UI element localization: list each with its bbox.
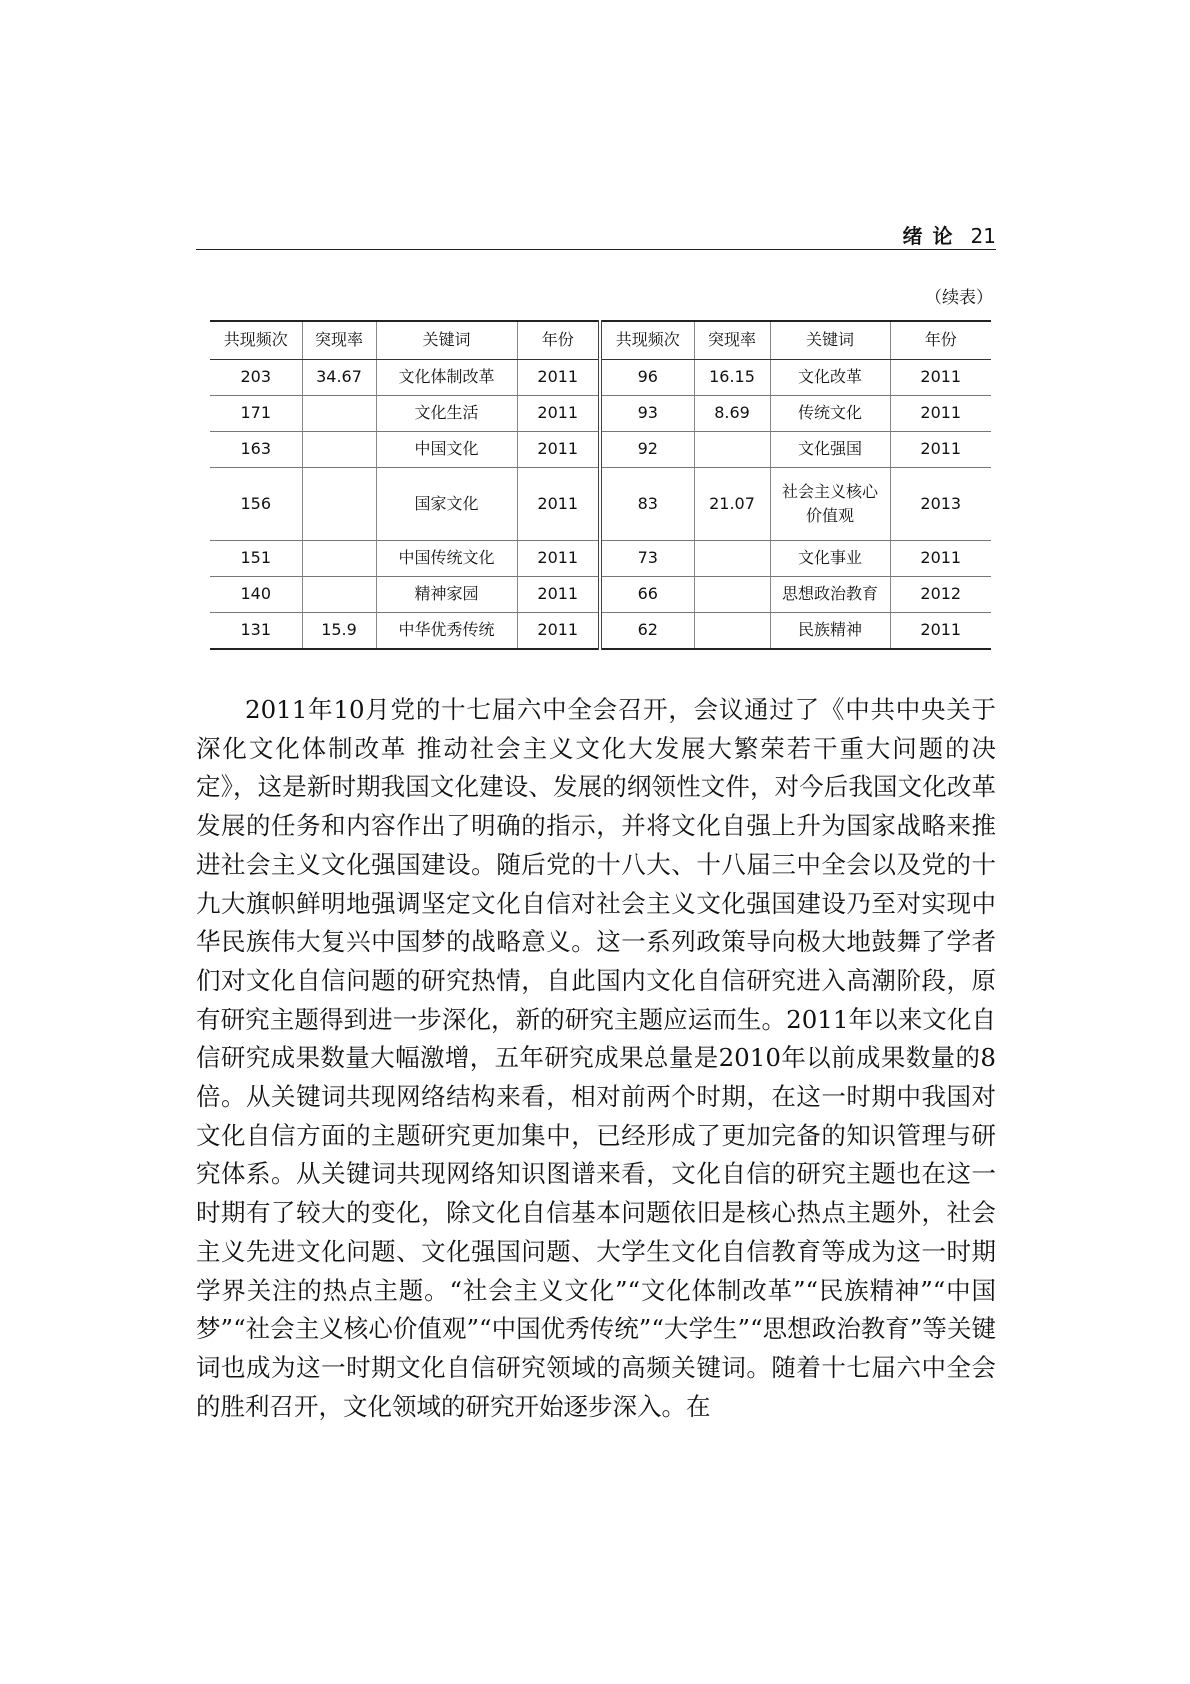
table-cell: 66	[600, 576, 694, 612]
table-cell: 2011	[517, 431, 600, 467]
table-cell	[302, 431, 376, 467]
table-cell: 16.15	[694, 359, 770, 395]
table-cell	[694, 431, 770, 467]
table-cell	[302, 540, 376, 576]
table-cell: 民族精神	[770, 612, 890, 649]
table-cell: 文化生活	[376, 395, 517, 431]
table-cell: 8.69	[694, 395, 770, 431]
table-cell: 国家文化	[376, 467, 517, 540]
column-header: 突现率	[694, 321, 770, 359]
table-row	[210, 467, 991, 540]
chapter-title: 绪论	[902, 224, 963, 248]
table-cell	[770, 467, 890, 540]
table-cell: 2012	[890, 576, 991, 612]
table-cell: 2011	[890, 395, 991, 431]
column-header: 关键词	[376, 321, 517, 359]
table-cell: 34.67	[302, 359, 376, 395]
table-continuation-label: （续表）	[925, 288, 993, 308]
table-cell: 中国文化	[376, 431, 517, 467]
table-cell: 2011	[517, 576, 600, 612]
table-row	[210, 431, 991, 467]
table-cell: 156	[210, 467, 302, 540]
table-row	[210, 395, 991, 431]
table-cell: 2011	[890, 359, 991, 395]
table-cell: 2011	[890, 540, 991, 576]
table-cell: 2013	[890, 467, 991, 540]
column-header: 关键词	[770, 321, 890, 359]
table-cell: 2011	[517, 395, 600, 431]
table-row	[210, 612, 991, 649]
table-cell: 2011	[517, 540, 600, 576]
table-cell: 62	[600, 612, 694, 649]
table-cell: 2011	[890, 431, 991, 467]
body-paragraph: 2011年10月党的十七届六中全会召开，会议通过了《中共中央关于深化文化体制改革 推动社会主义文化大发展大繁荣若干重大问题的决定》，这是新时期我国文化建设、发展的纲领性文件，对今后我国文化改革发展的任务和内容作出了明确的指示，并将文化自强上升为国家战略来推进社会主义文化强国建设。随后党的十八大、十八届三中全会以及党的十九大旗帜鲜明地强调坚定文化自信对社会主义文化强国建设乃至对实现中华民族伟大复兴中国梦的战略意义。这一系列政策导向极大地鼓舞了学者们对文化自信问题的研究热情，自此国内文化自信研究进入高潮阶段，原有研究主题得到进一步深化，新的研究主题应运而生。2011年以来文化自信研究成果数量大幅激增，五年研究成果总量是2010年以前成果数量的8倍。从关键词共现网络结构来看，相对前两个时期，在这一时期中我国对文化自信方面的主题研究更加集中，已经形成了更加完备的知识管理与研究体系。从关键词共现网络知识图谱来看，文化自信的研究主题也在这一时期有了较大的变化，除文化自信基本问题依旧是核心热点主题外，社会主义先进文化问题、文化强国问题、大学生文化自信教育等成为这一时期学界关注的热点主题。“社会主义文化”“文化体制改革”“民族精神”“中国梦”“社会主义核心价值观”“中国优秀传统”“大学生”“思想政治教育”等关键词也成为这一时期文化自信研究领域的高频关键词。随着十七届六中全会的胜利召开，文化领域的研究开始逐步深入。在	[196, 695, 996, 1421]
table-cell: 精神家园	[376, 576, 517, 612]
column-header: 年份	[517, 321, 600, 359]
table-cell: 92	[600, 431, 694, 467]
table-cell: 73	[600, 540, 694, 576]
table-cell: 163	[210, 431, 302, 467]
running-header	[196, 210, 996, 250]
table-cell	[302, 576, 376, 612]
table-cell: 文化强国	[770, 431, 890, 467]
table-cell: 思想政治教育	[770, 576, 890, 612]
column-header: 突现率	[302, 321, 376, 359]
body-text	[196, 691, 996, 1426]
table-cell: 中华优秀传统	[376, 612, 517, 649]
table-cell: 中国传统文化	[376, 540, 517, 576]
page-number: 21	[970, 224, 996, 248]
header-rule	[196, 249, 996, 250]
table-cell: 151	[210, 540, 302, 576]
table-cell: 文化事业	[770, 540, 890, 576]
table-cell	[694, 576, 770, 612]
table-cell	[694, 612, 770, 649]
table-cell: 传统文化	[770, 395, 890, 431]
table-cell: 15.9	[302, 612, 376, 649]
table-row	[210, 359, 991, 395]
table-cell: 2011	[517, 467, 600, 540]
table-cell: 2011	[890, 612, 991, 649]
table-cell: 2011	[517, 612, 600, 649]
table-cell: 文化改革	[770, 359, 890, 395]
table-cell	[302, 395, 376, 431]
table-cell-text: 社会主义核心价值观	[781, 481, 878, 525]
table-cell	[302, 467, 376, 540]
table-cell: 2011	[517, 359, 600, 395]
table-cell: 96	[600, 359, 694, 395]
column-header: 年份	[890, 321, 991, 359]
table-cell: 131	[210, 612, 302, 649]
keyword-table	[210, 320, 991, 650]
header-text	[903, 220, 996, 249]
table-cell: 93	[600, 395, 694, 431]
table-cell: 140	[210, 576, 302, 612]
table-row	[210, 540, 991, 576]
table-cell: 83	[600, 467, 694, 540]
column-header: 共现频次	[210, 321, 302, 359]
table-cell: 21.07	[694, 467, 770, 540]
table-header-row	[210, 321, 991, 359]
table-cell: 文化体制改革	[376, 359, 517, 395]
table-row	[210, 576, 991, 612]
table-cell: 203	[210, 359, 302, 395]
column-header: 共现频次	[600, 321, 694, 359]
table-cell	[694, 540, 770, 576]
table-cell: 171	[210, 395, 302, 431]
